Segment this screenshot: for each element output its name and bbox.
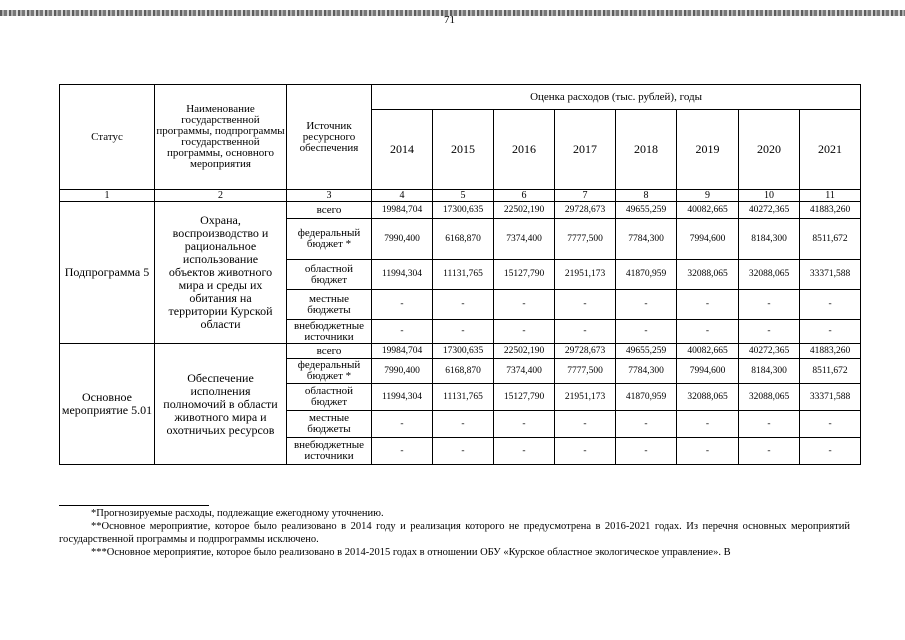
value-cell: 41883,260: [800, 344, 861, 359]
source-cell: всего: [287, 202, 372, 219]
value-cell: 32088,065: [739, 384, 800, 411]
source-cell: областной бюджет: [287, 260, 372, 290]
footnote-rule: [59, 505, 209, 506]
value-cell: -: [677, 290, 739, 320]
index-cell: 9: [677, 190, 739, 202]
value-cell: 11131,765: [433, 384, 494, 411]
table-row: [60, 344, 861, 359]
value-cell: -: [739, 290, 800, 320]
value-cell: -: [372, 290, 433, 320]
value-cell: 41870,959: [616, 384, 677, 411]
year-cell: 2015: [433, 110, 494, 190]
value-cell: 7784,300: [616, 359, 677, 384]
program-name-cell: Охрана, воспроизводство и рациональное использование объектов животного мира и среды их обитания на территории Курской области: [155, 202, 287, 344]
source-cell: местные бюджеты: [287, 290, 372, 320]
source-cell: областной бюджет: [287, 384, 372, 411]
index-cell: 6: [494, 190, 555, 202]
value-cell: -: [494, 411, 555, 438]
status-cell: Основное мероприятие 5.01: [60, 344, 155, 465]
value-cell: -: [739, 320, 800, 344]
index-cell: 11: [800, 190, 861, 202]
status-cell: Подпрограмма 5: [60, 202, 155, 344]
value-cell: 32088,065: [677, 384, 739, 411]
footnotes: [59, 505, 850, 559]
value-cell: 8184,300: [739, 219, 800, 260]
index-cell: 4: [372, 190, 433, 202]
value-cell: 41883,260: [800, 202, 861, 219]
source-cell: федеральный бюджет *: [287, 359, 372, 384]
value-cell: 7784,300: [616, 219, 677, 260]
value-cell: 7374,400: [494, 359, 555, 384]
value-cell: 32088,065: [677, 260, 739, 290]
program-name-cell: Обеспечение исполнения полномочий в области животного мира и охотничьих ресурсов: [155, 344, 287, 465]
header-status: Статус: [60, 85, 155, 190]
value-cell: 7777,500: [555, 359, 616, 384]
value-cell: 32088,065: [739, 260, 800, 290]
value-cell: -: [677, 320, 739, 344]
value-cell: 11131,765: [433, 260, 494, 290]
index-cell: 1: [60, 190, 155, 202]
footnote-2: **Основное мероприятие, которое было реализовано в 2014 году и реализация которого не предусмотрена в 2016-2021 годах. Из перечня основных мероприятий государственной программы и подпрограммы исключено.: [59, 521, 850, 545]
value-cell: -: [739, 411, 800, 438]
year-cell: 2020: [739, 110, 800, 190]
value-cell: 40272,365: [739, 344, 800, 359]
value-cell: 22502,190: [494, 344, 555, 359]
value-cell: -: [616, 290, 677, 320]
value-cell: 33371,588: [800, 260, 861, 290]
value-cell: 6168,870: [433, 219, 494, 260]
source-cell: внебюджетные источники: [287, 438, 372, 465]
year-cell: 2018: [616, 110, 677, 190]
value-cell: 7994,600: [677, 359, 739, 384]
value-cell: 40082,665: [677, 202, 739, 219]
value-cell: 7994,600: [677, 219, 739, 260]
source-cell: всего: [287, 344, 372, 359]
value-cell: 49655,259: [616, 202, 677, 219]
value-cell: 40082,665: [677, 344, 739, 359]
value-cell: -: [494, 320, 555, 344]
year-cell: 2017: [555, 110, 616, 190]
budget-table: [59, 84, 861, 465]
year-cell: 2016: [494, 110, 555, 190]
value-cell: 19984,704: [372, 344, 433, 359]
value-cell: -: [800, 411, 861, 438]
header-estimate: Оценка расходов (тыс. рублей), годы: [372, 85, 861, 110]
value-cell: 11994,304: [372, 260, 433, 290]
index-cell: 2: [155, 190, 287, 202]
year-cell: 2021: [800, 110, 861, 190]
value-cell: -: [494, 290, 555, 320]
value-cell: -: [616, 438, 677, 465]
footnote-1: *Прогнозируемые расходы, подлежащие ежегодному уточнению.: [91, 508, 384, 519]
value-cell: 6168,870: [433, 359, 494, 384]
value-cell: -: [800, 320, 861, 344]
index-cell: 10: [739, 190, 800, 202]
value-cell: -: [372, 320, 433, 344]
index-cell: 7: [555, 190, 616, 202]
value-cell: 33371,588: [800, 384, 861, 411]
source-cell: федеральный бюджет *: [287, 219, 372, 260]
value-cell: 49655,259: [616, 344, 677, 359]
value-cell: 17300,635: [433, 202, 494, 219]
value-cell: 7374,400: [494, 219, 555, 260]
source-cell: внебюджетные источники: [287, 320, 372, 344]
value-cell: 8511,672: [800, 219, 861, 260]
index-cell: 8: [616, 190, 677, 202]
value-cell: -: [494, 438, 555, 465]
table-row: [60, 202, 861, 219]
value-cell: 15127,790: [494, 384, 555, 411]
value-cell: 40272,365: [739, 202, 800, 219]
value-cell: -: [616, 411, 677, 438]
value-cell: 29728,673: [555, 344, 616, 359]
value-cell: 17300,635: [433, 344, 494, 359]
page-number: 71: [444, 14, 455, 26]
value-cell: -: [433, 438, 494, 465]
value-cell: 19984,704: [372, 202, 433, 219]
year-cell: 2014: [372, 110, 433, 190]
header-name: Наименование государственной программы, подпрограммы государственной программы, основного мероприятия: [155, 85, 287, 190]
footnote-3: ***Основное мероприятие, которое было реализовано в 2014-2015 годах в отношении ОБУ «Курское областное экологическое управление». В: [91, 547, 731, 558]
value-cell: -: [555, 411, 616, 438]
value-cell: -: [555, 438, 616, 465]
value-cell: 8184,300: [739, 359, 800, 384]
value-cell: 11994,304: [372, 384, 433, 411]
value-cell: 7990,400: [372, 219, 433, 260]
value-cell: -: [433, 290, 494, 320]
year-cell: 2019: [677, 110, 739, 190]
index-cell: 5: [433, 190, 494, 202]
value-cell: 22502,190: [494, 202, 555, 219]
value-cell: -: [372, 438, 433, 465]
index-cell: 3: [287, 190, 372, 202]
value-cell: -: [433, 411, 494, 438]
header-source: Источник ресурсного обеспечения: [287, 85, 372, 190]
value-cell: -: [800, 438, 861, 465]
value-cell: -: [677, 411, 739, 438]
value-cell: 7777,500: [555, 219, 616, 260]
value-cell: 29728,673: [555, 202, 616, 219]
value-cell: -: [677, 438, 739, 465]
value-cell: -: [616, 320, 677, 344]
value-cell: 15127,790: [494, 260, 555, 290]
value-cell: -: [433, 320, 494, 344]
value-cell: 8511,672: [800, 359, 861, 384]
value-cell: -: [555, 320, 616, 344]
value-cell: 21951,173: [555, 260, 616, 290]
value-cell: -: [800, 290, 861, 320]
source-cell: местные бюджеты: [287, 411, 372, 438]
value-cell: 7990,400: [372, 359, 433, 384]
value-cell: -: [555, 290, 616, 320]
value-cell: -: [372, 411, 433, 438]
value-cell: 21951,173: [555, 384, 616, 411]
value-cell: 41870,959: [616, 260, 677, 290]
value-cell: -: [739, 438, 800, 465]
